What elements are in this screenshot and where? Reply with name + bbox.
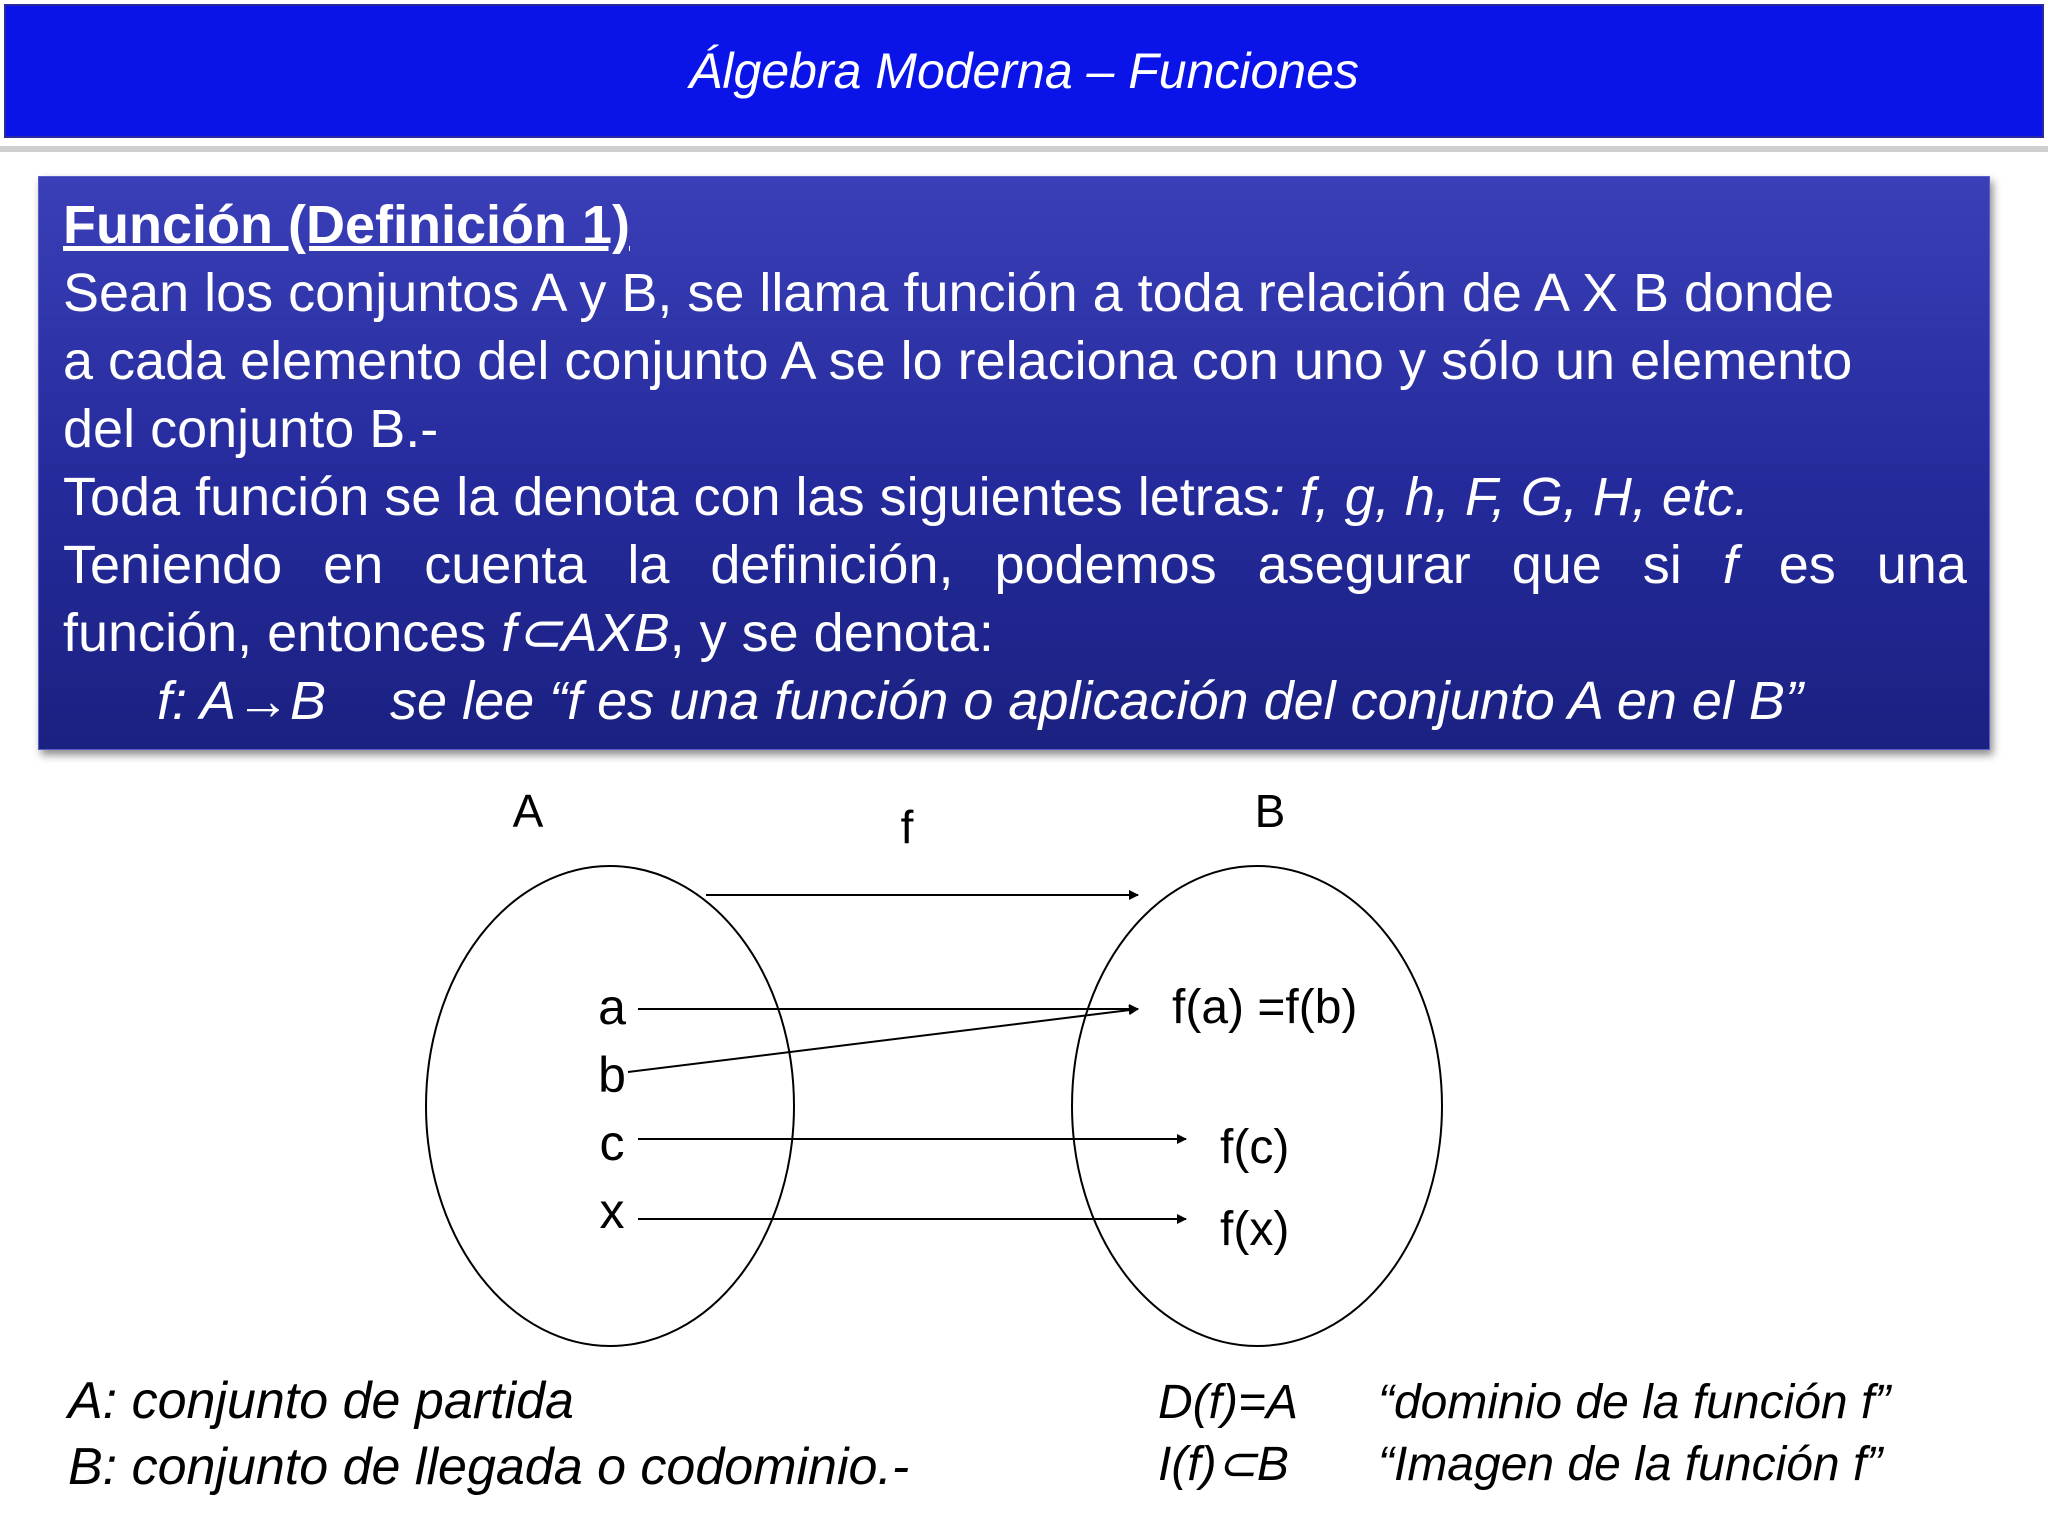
line5-word: f bbox=[1722, 535, 1738, 595]
image-fx: f(x) bbox=[1220, 1203, 1290, 1256]
legend-codomain: B: conjunto de llegada o codominio.- bbox=[68, 1438, 910, 1496]
domain-image-legend bbox=[1158, 1372, 1890, 1496]
line5-word: la bbox=[627, 535, 670, 595]
definition-heading: Función (Definición 1) bbox=[63, 195, 630, 255]
function-notation: f: A→B bbox=[157, 671, 327, 731]
line5-word: si bbox=[1642, 535, 1682, 595]
subset-expression: f⊂AXB bbox=[501, 603, 670, 663]
definition-line-1: Sean los conjuntos A y B, se llama función a toda relación de A X B donde bbox=[63, 263, 1835, 323]
line5-word: Teniendo bbox=[63, 535, 283, 595]
line6-suffix: , y se denota: bbox=[669, 603, 994, 663]
image-description: “Imagen de la función f” bbox=[1378, 1438, 1883, 1491]
set-b-label: B bbox=[1254, 785, 1286, 837]
image-expression: I(f)⊂B bbox=[1158, 1438, 1289, 1491]
definition-line-7 bbox=[63, 667, 1967, 735]
set-b-ellipse bbox=[1072, 866, 1442, 1346]
line5-word: asegurar bbox=[1257, 535, 1471, 595]
function-diagram bbox=[0, 760, 2048, 1360]
element-a: a bbox=[598, 979, 626, 1035]
line5-word: que bbox=[1511, 535, 1602, 595]
set-a-label: A bbox=[512, 785, 544, 837]
arrow-b bbox=[628, 1009, 1138, 1072]
definition-line-6 bbox=[63, 599, 1967, 667]
definition-line-2: a cada elemento del conjunto A se lo relaciona con uno y sólo un elemento bbox=[63, 331, 1853, 391]
set-a-ellipse bbox=[426, 866, 794, 1346]
line5-word: cuenta bbox=[424, 535, 587, 595]
definition-line-4 bbox=[63, 463, 1967, 531]
letters-list: : f, g, h, F, G, H, etc. bbox=[1269, 467, 1749, 527]
line5-word: definición, bbox=[710, 535, 954, 595]
slide-title: Álgebra Moderna – Funciones bbox=[689, 43, 1359, 99]
definition-box bbox=[38, 176, 1990, 750]
title-divider bbox=[0, 146, 2048, 152]
notation-reading: se lee “f es una función o aplicación del conjunto A en el B” bbox=[390, 671, 1803, 731]
slide-title-bar bbox=[4, 4, 2044, 138]
domain-description: “dominio de la función f” bbox=[1378, 1376, 1891, 1429]
legend-row-image bbox=[1158, 1434, 1890, 1496]
letters-intro: Toda función se la denota con las siguientes letras bbox=[63, 467, 1270, 527]
definition-line-5 bbox=[63, 531, 1967, 599]
line5-word: es bbox=[1778, 535, 1836, 595]
line5-word: podemos bbox=[994, 535, 1217, 595]
element-c: c bbox=[599, 1115, 625, 1171]
line5-word: en bbox=[323, 535, 384, 595]
element-b: b bbox=[598, 1047, 626, 1103]
image-fa-fb: f(a) =f(b) bbox=[1172, 981, 1358, 1034]
legend-departure-set: A: conjunto de partida bbox=[68, 1372, 574, 1430]
image-fc: f(c) bbox=[1220, 1121, 1290, 1174]
function-label: f bbox=[900, 801, 914, 853]
set-legend bbox=[68, 1368, 909, 1500]
element-x: x bbox=[599, 1183, 625, 1239]
line5-word: una bbox=[1876, 535, 1967, 595]
legend-row-domain bbox=[1158, 1372, 1890, 1434]
line6-prefix: función, entonces bbox=[63, 603, 502, 663]
definition-line-3: del conjunto B.- bbox=[63, 399, 439, 459]
domain-expression: D(f)=A bbox=[1158, 1376, 1299, 1429]
